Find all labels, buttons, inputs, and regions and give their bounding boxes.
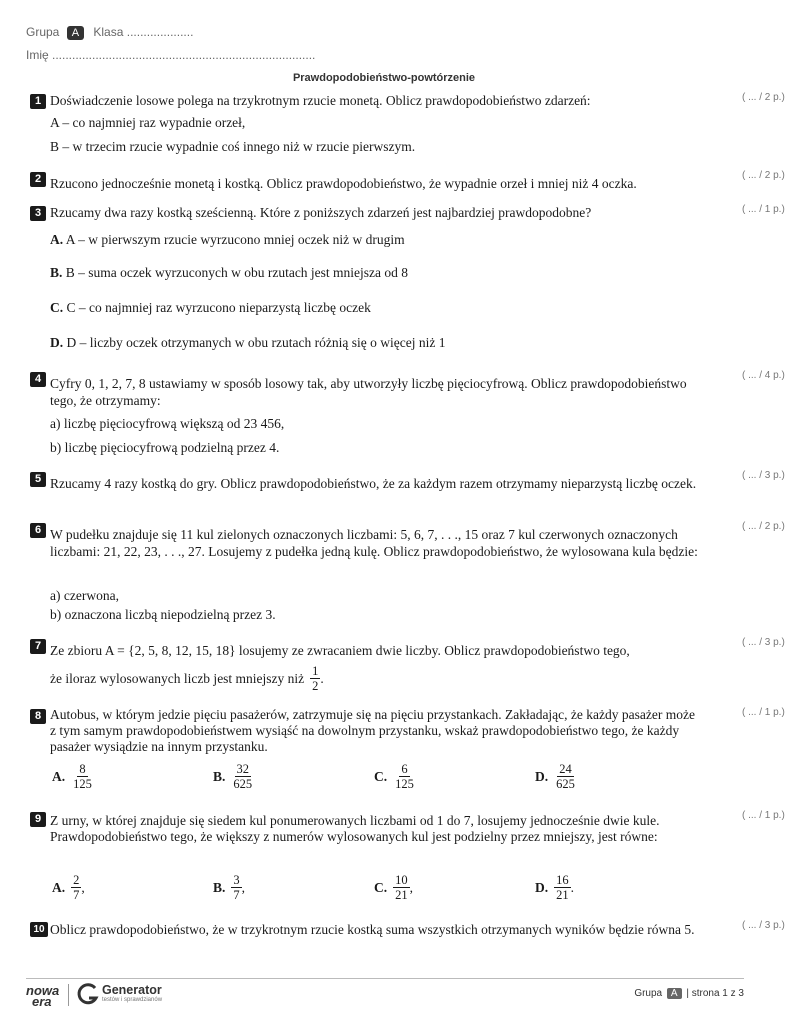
option-letter: A. <box>50 232 64 247</box>
option-letter: D. <box>535 768 549 784</box>
logo-separator <box>68 984 69 1006</box>
task-1-line-a: A – co najmniej raz wypadnie orzeł, <box>50 115 246 130</box>
task-number: 3 <box>30 206 46 221</box>
task-10 <box>30 920 785 938</box>
fraction <box>393 762 416 791</box>
task-points: ( ... / 1 p.) <box>742 707 785 718</box>
task-4-line-b: b) liczbę pięciocyfrową podzielną przez 4. <box>50 440 280 455</box>
task-3-option-b <box>50 265 408 281</box>
task-9 <box>30 810 785 845</box>
class-label: Klasa .................... <box>93 25 194 39</box>
fraction <box>554 762 577 791</box>
task-1 <box>30 92 785 109</box>
option-letter: B. <box>50 265 63 280</box>
generator-g-icon <box>77 982 99 1011</box>
task-9-option-d <box>535 873 574 902</box>
option-tail: , <box>81 879 85 895</box>
logo-nowa-text: nowa <box>26 983 60 998</box>
task-7 <box>30 637 785 659</box>
task-8 <box>30 707 785 755</box>
name-field: Imię ............................................................................... <box>26 48 316 62</box>
task-8-option-c <box>374 762 416 791</box>
fraction-numerator: 8 <box>79 762 86 776</box>
option-letter: A. <box>52 879 66 895</box>
task-8-option-d <box>535 762 577 791</box>
task-text: Ze zbioru A = {2, 5, 8, 12, 15, 18} losujemy ze zwracaniem dwie liczby. Oblicz prawdopodobieństwo tego, <box>50 643 630 658</box>
fraction-denominator: 125 <box>395 777 414 791</box>
task-5 <box>30 470 785 492</box>
task-2 <box>30 170 785 192</box>
fraction-denominator: 125 <box>73 777 92 791</box>
option-text: A – w pierwszym rzucie wyrzucono mniej oczek niż w drugim <box>65 232 405 247</box>
option-tail: , <box>241 879 246 895</box>
fraction-numerator: 6 <box>401 762 408 776</box>
task-points: ( ... / 4 p.) <box>742 370 785 381</box>
task-text: Z urny, w której znajduje się siedem kul ponumerowanych liczbami od 1 do 7, losujemy jednocześnie dwie kule. Prawdopodobieństwo tego, że większy z numerów wylosowanych kul jest podzielny przez mniejszy, jest równe: <box>50 813 660 844</box>
task-6 <box>30 521 785 560</box>
fraction <box>393 873 410 902</box>
task-number: 8 <box>30 709 46 724</box>
task-3-option-c <box>50 300 371 316</box>
fraction <box>554 873 571 902</box>
fraction-denominator: 2 <box>312 679 319 693</box>
task-points: ( ... / 2 p.) <box>742 170 785 181</box>
page-title: Prawdopodobieństwo-powtórzenie <box>292 72 476 84</box>
task-number: 4 <box>30 372 46 387</box>
task-8-option-a <box>52 762 94 791</box>
fraction-denominator: 625 <box>556 777 575 791</box>
fraction <box>71 762 94 791</box>
task-text: Autobus, w którym jedzie pięciu pasażerów, zatrzymuje się na pięciu przystankach. Zakładając, że każdy pasażer może z tym samym prawdopodobieństwem wysiąść na dowolnym przystanku, wskaż prawdopodobieństwo tego, że każdy pasażer wysiądzie na innym przystanku. <box>50 707 695 754</box>
fraction-denominator: 7 <box>73 888 80 902</box>
option-tail: . <box>570 879 574 895</box>
task-text: Rzucono jednocześnie monetą i kostką. Oblicz prawdopodobieństwo, że wypadnie orzeł i mniej niż 4 oczka. <box>50 176 637 191</box>
generator-logo-name: Generator <box>102 983 162 997</box>
generator-logo-subtitle: testów i sprawdzianów <box>102 997 163 1003</box>
task-text: Rzucamy dwa razy kostką sześcienną. Które z poniższych zdarzeń jest najbardziej prawdopodobne? <box>50 205 592 220</box>
task-7-line-2: że iloraz wylosowanych liczb jest mniejszy niż $\frac{1}{2}$ . <box>50 664 324 693</box>
task-9-option-a <box>52 873 85 902</box>
task-3-option-d <box>50 335 445 351</box>
footer-group-label: Grupa <box>634 988 663 999</box>
fraction-one-half <box>310 664 320 693</box>
fraction-numerator: 24 <box>559 762 572 776</box>
option-letter: B. <box>213 768 226 784</box>
logo-era-text: era <box>32 994 52 1009</box>
nowa-era-logo <box>26 985 59 1007</box>
task-number: 1 <box>30 94 46 109</box>
fraction-numerator: 1 <box>312 664 319 678</box>
fraction-numerator: 3 <box>233 873 240 887</box>
task-3-option-a <box>50 232 405 248</box>
task-points: ( ... / 2 p.) <box>742 92 785 103</box>
option-letter: B. <box>213 879 226 895</box>
task-points: ( ... / 2 p.) <box>742 521 785 532</box>
task-text: Doświadczenie losowe polega na trzykrotnym rzucie monetą. Oblicz prawdopodobieństwo zdarzeń: <box>50 93 591 108</box>
fraction-numerator: 10 <box>395 873 408 887</box>
task-3 <box>30 204 785 221</box>
task-number: 6 <box>30 523 46 538</box>
task-8-option-b <box>213 762 254 791</box>
task-7-line-text: że iloraz wylosowanych liczb jest mniejszy niż <box>50 670 305 686</box>
task-number: 7 <box>30 639 46 654</box>
option-letter: D. <box>50 335 64 350</box>
option-letter: D. <box>535 879 549 895</box>
option-letter: C. <box>374 768 388 784</box>
task-points: ( ... / 3 p.) <box>742 637 785 648</box>
fraction-numerator: 32 <box>236 762 250 776</box>
option-text: C – co najmniej raz wyrzucono nieparzystą liczbę oczek <box>66 300 371 315</box>
fraction-denominator: 21 <box>395 888 408 902</box>
fraction-numerator: 2 <box>73 873 80 887</box>
fraction-denominator: 21 <box>556 888 569 902</box>
option-letter: A. <box>52 768 66 784</box>
group-label: Grupa <box>26 25 60 39</box>
task-4-line-a: a) liczbę pięciocyfrową większą od 23 456, <box>50 416 285 431</box>
footer-group-badge: A <box>667 988 682 999</box>
task-points: ( ... / 3 p.) <box>742 470 785 481</box>
task-text: W pudełku znajduje się 11 kul zielonych oznaczonych liczbami: 5, 6, 7, . . ., 15 oraz 7 kul czerwonych oznaczonych liczbami: 21, 22, 23, . . ., 27. Losujemy z pudełka jedną kulę. Oblicz prawdopodobieństwo, że wylosowana kula będzie: <box>50 527 698 559</box>
task-points: ( ... / 1 p.) <box>742 810 785 821</box>
option-text: D – liczby oczek otrzymanych w obu rzutach różnią się o więcej niż 1 <box>66 335 446 350</box>
option-text: B – suma oczek wyrzuconych w obu rzutach jest mniejsza od 8 <box>65 265 409 280</box>
task-9-option-c <box>374 873 413 902</box>
fraction-denominator: 625 <box>233 777 253 791</box>
footer-divider <box>26 978 744 979</box>
option-letter: C. <box>50 300 64 315</box>
footer-page-number: | strona 1 z 3 <box>686 988 744 999</box>
group-badge: A <box>67 26 84 40</box>
task-number: 2 <box>30 172 46 187</box>
fraction-denominator: 7 <box>233 888 240 902</box>
task-text: Rzucamy 4 razy kostką do gry. Oblicz prawdopodobieństwo, że za każdym razem otrzymamy nieparzystą liczbę oczek. <box>50 476 697 491</box>
header-group-line <box>26 25 193 40</box>
task-points: ( ... / 1 p.) <box>742 204 785 215</box>
fraction <box>231 762 254 791</box>
option-tail: , <box>409 879 413 895</box>
task-6-line-b: b) oznaczona liczbą niepodzielną przez 3. <box>50 607 276 622</box>
task-number: 5 <box>30 472 46 487</box>
task-text: Oblicz prawdopodobieństwo, że w trzykrotnym rzucie kostką suma wszystkich otrzymanych wyników będzie równa 5. <box>50 922 695 937</box>
task-4 <box>30 370 785 409</box>
task-text: Cyfry 0, 1, 2, 7, 8 ustawiamy w sposób losowy tak, aby utworzyły liczbę pięciocyfrową. Oblicz prawdopodobieństwo tego, że otrzymamy: <box>50 376 687 408</box>
task-points: ( ... / 3 p.) <box>742 920 785 931</box>
footer-page-info <box>634 988 744 999</box>
task-1-line-b: B – w trzecim rzucie wypadnie coś innego niż w rzucie pierwszym. <box>50 139 416 154</box>
fraction-numerator: 16 <box>556 873 569 887</box>
fraction <box>231 873 241 902</box>
task-9-option-b <box>213 873 245 902</box>
task-6-line-a: a) czerwona, <box>50 588 119 603</box>
option-letter: C. <box>374 879 388 895</box>
task-number: 9 <box>30 812 46 827</box>
fraction <box>71 873 81 902</box>
task-number: 10 <box>30 922 48 937</box>
